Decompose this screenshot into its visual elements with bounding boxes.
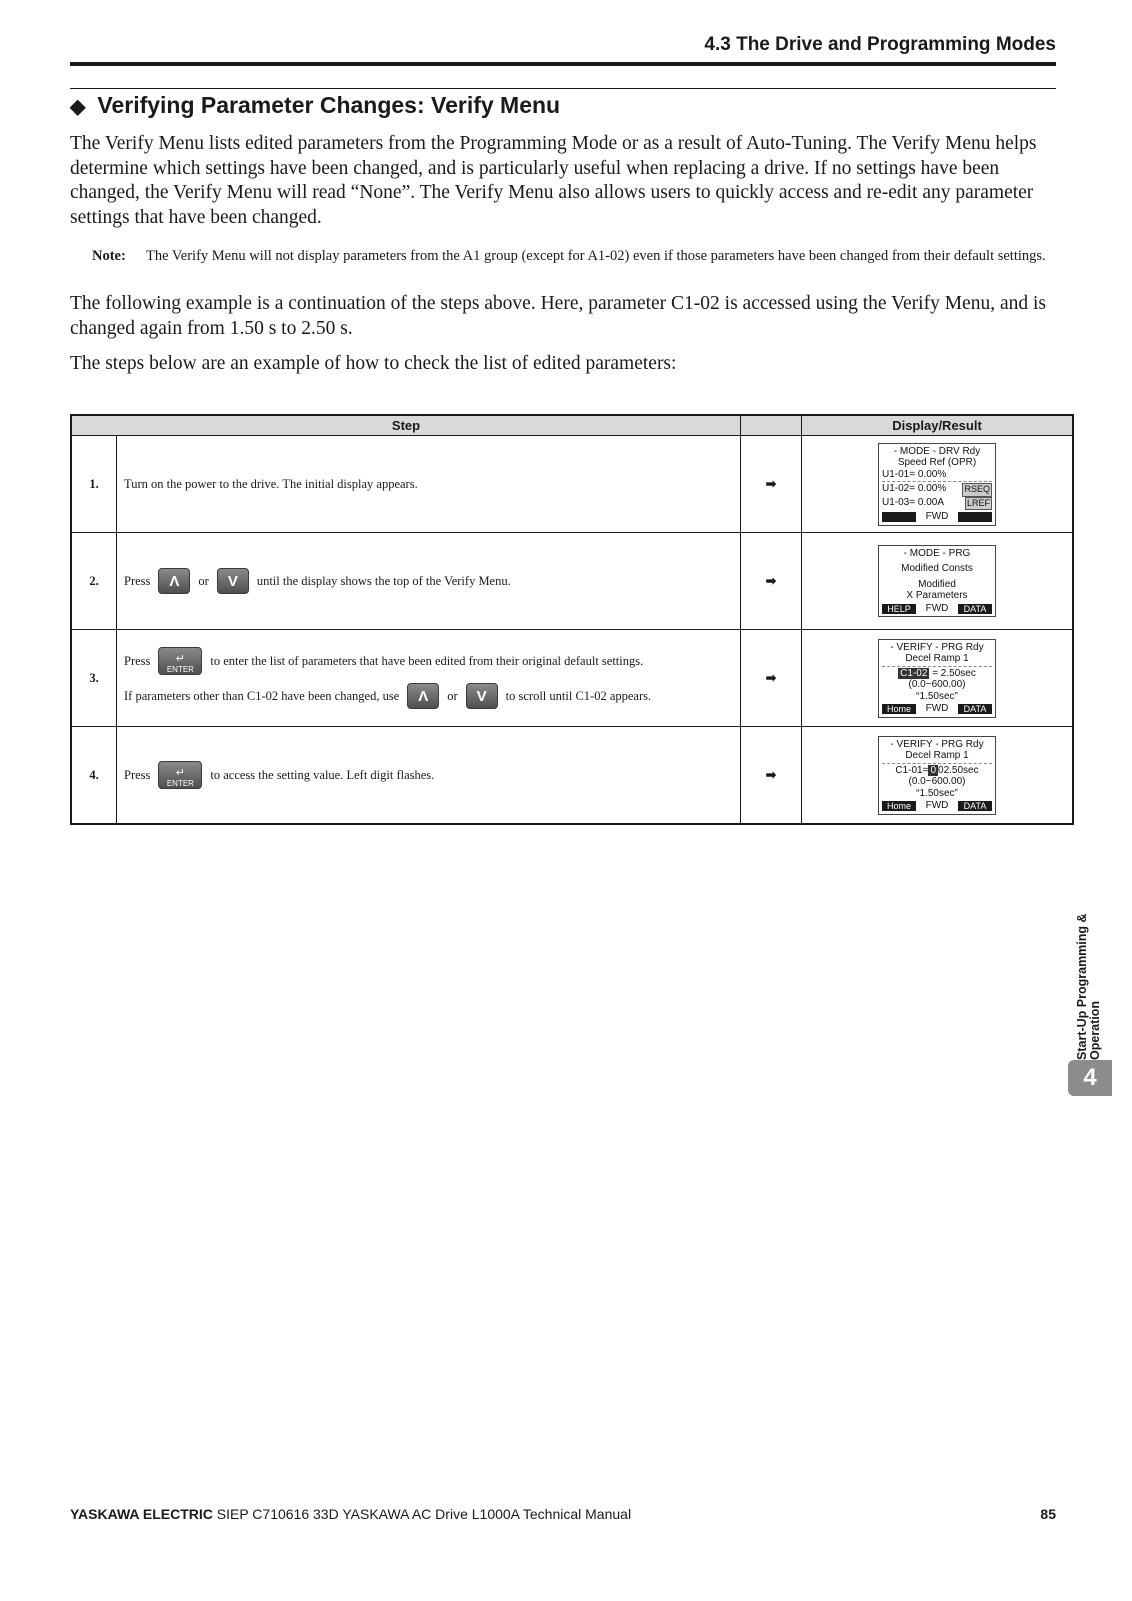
lcd-line: - MODE - DRV Rdy — [893, 445, 981, 457]
step-text: to enter the list of parameters that have been edited from their original default settings. — [210, 653, 644, 668]
lcd-line: Speed Ref (OPR) — [897, 457, 977, 468]
lcd-line: U1-03= 0.00A — [882, 496, 944, 508]
chapter-number-tab: 4 — [1068, 1060, 1112, 1096]
lcd-foot-mid: FWD — [925, 800, 949, 811]
lcd-softkey-right: DATA — [958, 801, 992, 811]
chapter-side-label: Start-Up Programming & Operation — [1075, 913, 1102, 1060]
lcd-display — [878, 545, 996, 618]
lcd-softkey-right — [958, 512, 992, 522]
lcd-softkey-left: HELP — [882, 604, 916, 614]
step-text: to scroll until C1-02 appears. — [505, 688, 652, 703]
arrow-column-header — [741, 415, 802, 436]
lcd-softkey-right: DATA — [958, 704, 992, 714]
lcd-display — [878, 639, 996, 718]
diamond-bullet-icon: ◆ — [70, 96, 86, 118]
steps-intro-paragraph: The steps below are an example of how to check the list of edited parameters: — [70, 353, 677, 374]
enter-key-icon: ↵ ENTER — [158, 647, 202, 675]
right-arrow-icon: ➡ — [741, 630, 802, 727]
table-row — [71, 630, 1073, 727]
enter-key-icon: ↵ ENTER — [158, 761, 202, 789]
step-text: until the display shows the top of the Verify Menu. — [256, 573, 511, 588]
step-number: 4. — [71, 727, 117, 825]
step-text: or — [198, 573, 209, 588]
lcd-param-highlight: C1-02 — [900, 667, 928, 679]
step-description — [117, 630, 741, 727]
right-arrow-icon: ➡ — [741, 533, 802, 630]
step-text: Press — [124, 767, 151, 782]
lcd-line: X Parameters — [906, 590, 968, 602]
lcd-line: “1.50sec” — [916, 690, 958, 702]
table-header-row — [71, 415, 1073, 436]
note-text: The Verify Menu will not display parameters from the A1 group (except for A1-02) even if those parameters have been changed from their default settings. — [146, 248, 1046, 264]
lcd-line: Decel Ramp 1 — [905, 653, 969, 664]
up-key-icon: Λ — [407, 683, 439, 709]
note-label: Note: — [92, 248, 126, 264]
step-number: 2. — [71, 533, 117, 630]
lcd-line: Decel Ramp 1 — [905, 750, 969, 761]
lcd-display — [878, 443, 996, 526]
lcd-softkey-right: DATA — [958, 604, 992, 614]
footer-brand: YASKAWA ELECTRIC — [70, 1506, 213, 1522]
up-key-icon: Λ — [158, 568, 190, 594]
lcd-line: Modified Consts — [901, 563, 973, 575]
header-rule-thick — [70, 62, 1056, 66]
lcd-value: = 2.50sec — [932, 667, 976, 679]
lcd-line: (0.0~600.00) — [908, 776, 966, 787]
step-text: Press — [124, 653, 151, 668]
down-key-icon: V — [466, 683, 498, 709]
steps-table — [70, 414, 1074, 825]
lcd-softkey-left: Home — [882, 704, 916, 714]
lcd-softkey-left: Home — [882, 801, 916, 811]
lcd-line: - VERIFY - PRG Rdy — [890, 641, 984, 653]
lcd-tag: LREF — [965, 497, 992, 511]
lcd-foot-mid: FWD — [925, 602, 949, 614]
lcd-line: - VERIFY - PRG Rdy — [890, 738, 984, 750]
lcd-softkey-left — [882, 512, 916, 522]
lcd-line: U1-01= 0.00% — [882, 468, 947, 480]
running-header: 4.3 The Drive and Programming Modes — [704, 34, 1056, 55]
step-description — [117, 436, 741, 533]
lcd-display — [878, 736, 996, 815]
down-key-icon: V — [217, 568, 249, 594]
intro-paragraph: The Verify Menu lists edited parameters from the Programming Mode or as a result of Auto-Tuning. The Verify Menu helps determine which settings have been changed, and is particularly useful when replacing a drive. If no settings have been changed, the Verify Menu will read “None”. The Verify Menu also allows users to quickly access and re-edit any parameter settings that have been changed. — [70, 133, 1037, 228]
table-row — [71, 533, 1073, 630]
footer-doc-title: SIEP C710616 33D YASKAWA AC Drive L1000A Technical Manual — [212, 1506, 632, 1522]
display-column-header: Display/Result — [802, 415, 1074, 436]
step-number: 3. — [71, 630, 117, 727]
step-text: or — [447, 688, 458, 703]
step-text: Press — [124, 573, 151, 588]
footer-doc-info — [70, 1506, 631, 1522]
step-text: to access the setting value. Left digit flashes. — [210, 767, 435, 782]
lcd-line: U1-02= 0.00% — [882, 483, 947, 494]
right-arrow-icon: ➡ — [741, 436, 802, 533]
step-description — [117, 533, 741, 630]
section-heading — [70, 92, 560, 119]
lcd-divider — [882, 763, 992, 764]
table-row — [71, 436, 1073, 533]
lcd-line: - MODE - PRG — [903, 547, 971, 559]
lcd-value: C1-01= — [895, 764, 929, 776]
right-arrow-icon: ➡ — [741, 727, 802, 825]
lcd-tag: RSEQ — [962, 483, 992, 497]
note-block — [92, 246, 1052, 267]
lcd-foot-mid: FWD — [925, 703, 949, 714]
example-paragraph: The following example is a continuation of the steps above. Here, parameter C1-02 is accessed using the Verify Menu, and is changed again from 1.50 s to 2.50 s. — [70, 293, 1046, 339]
lcd-divider — [882, 666, 992, 667]
lcd-line: Modified — [918, 578, 956, 590]
step-description — [117, 727, 741, 825]
lcd-line: “1.50sec” — [916, 787, 958, 799]
step-number: 1. — [71, 436, 117, 533]
header-rule-thin — [70, 88, 1056, 89]
page-number: 85 — [1040, 1506, 1056, 1522]
lcd-flashing-digit: 0 — [930, 764, 937, 776]
lcd-divider — [882, 481, 992, 482]
lcd-foot-mid: FWD — [925, 511, 949, 522]
step-text: If parameters other than C1-02 have been changed, use — [124, 688, 400, 703]
lcd-value: 02.50sec — [938, 764, 979, 776]
table-row — [71, 727, 1073, 825]
section-heading-text: Verifying Parameter Changes: Verify Menu — [97, 92, 561, 118]
step-text: Turn on the power to the drive. The initial display appears. — [124, 476, 418, 491]
lcd-line: (0.0~600.00) — [908, 679, 966, 690]
step-column-header: Step — [71, 415, 741, 436]
